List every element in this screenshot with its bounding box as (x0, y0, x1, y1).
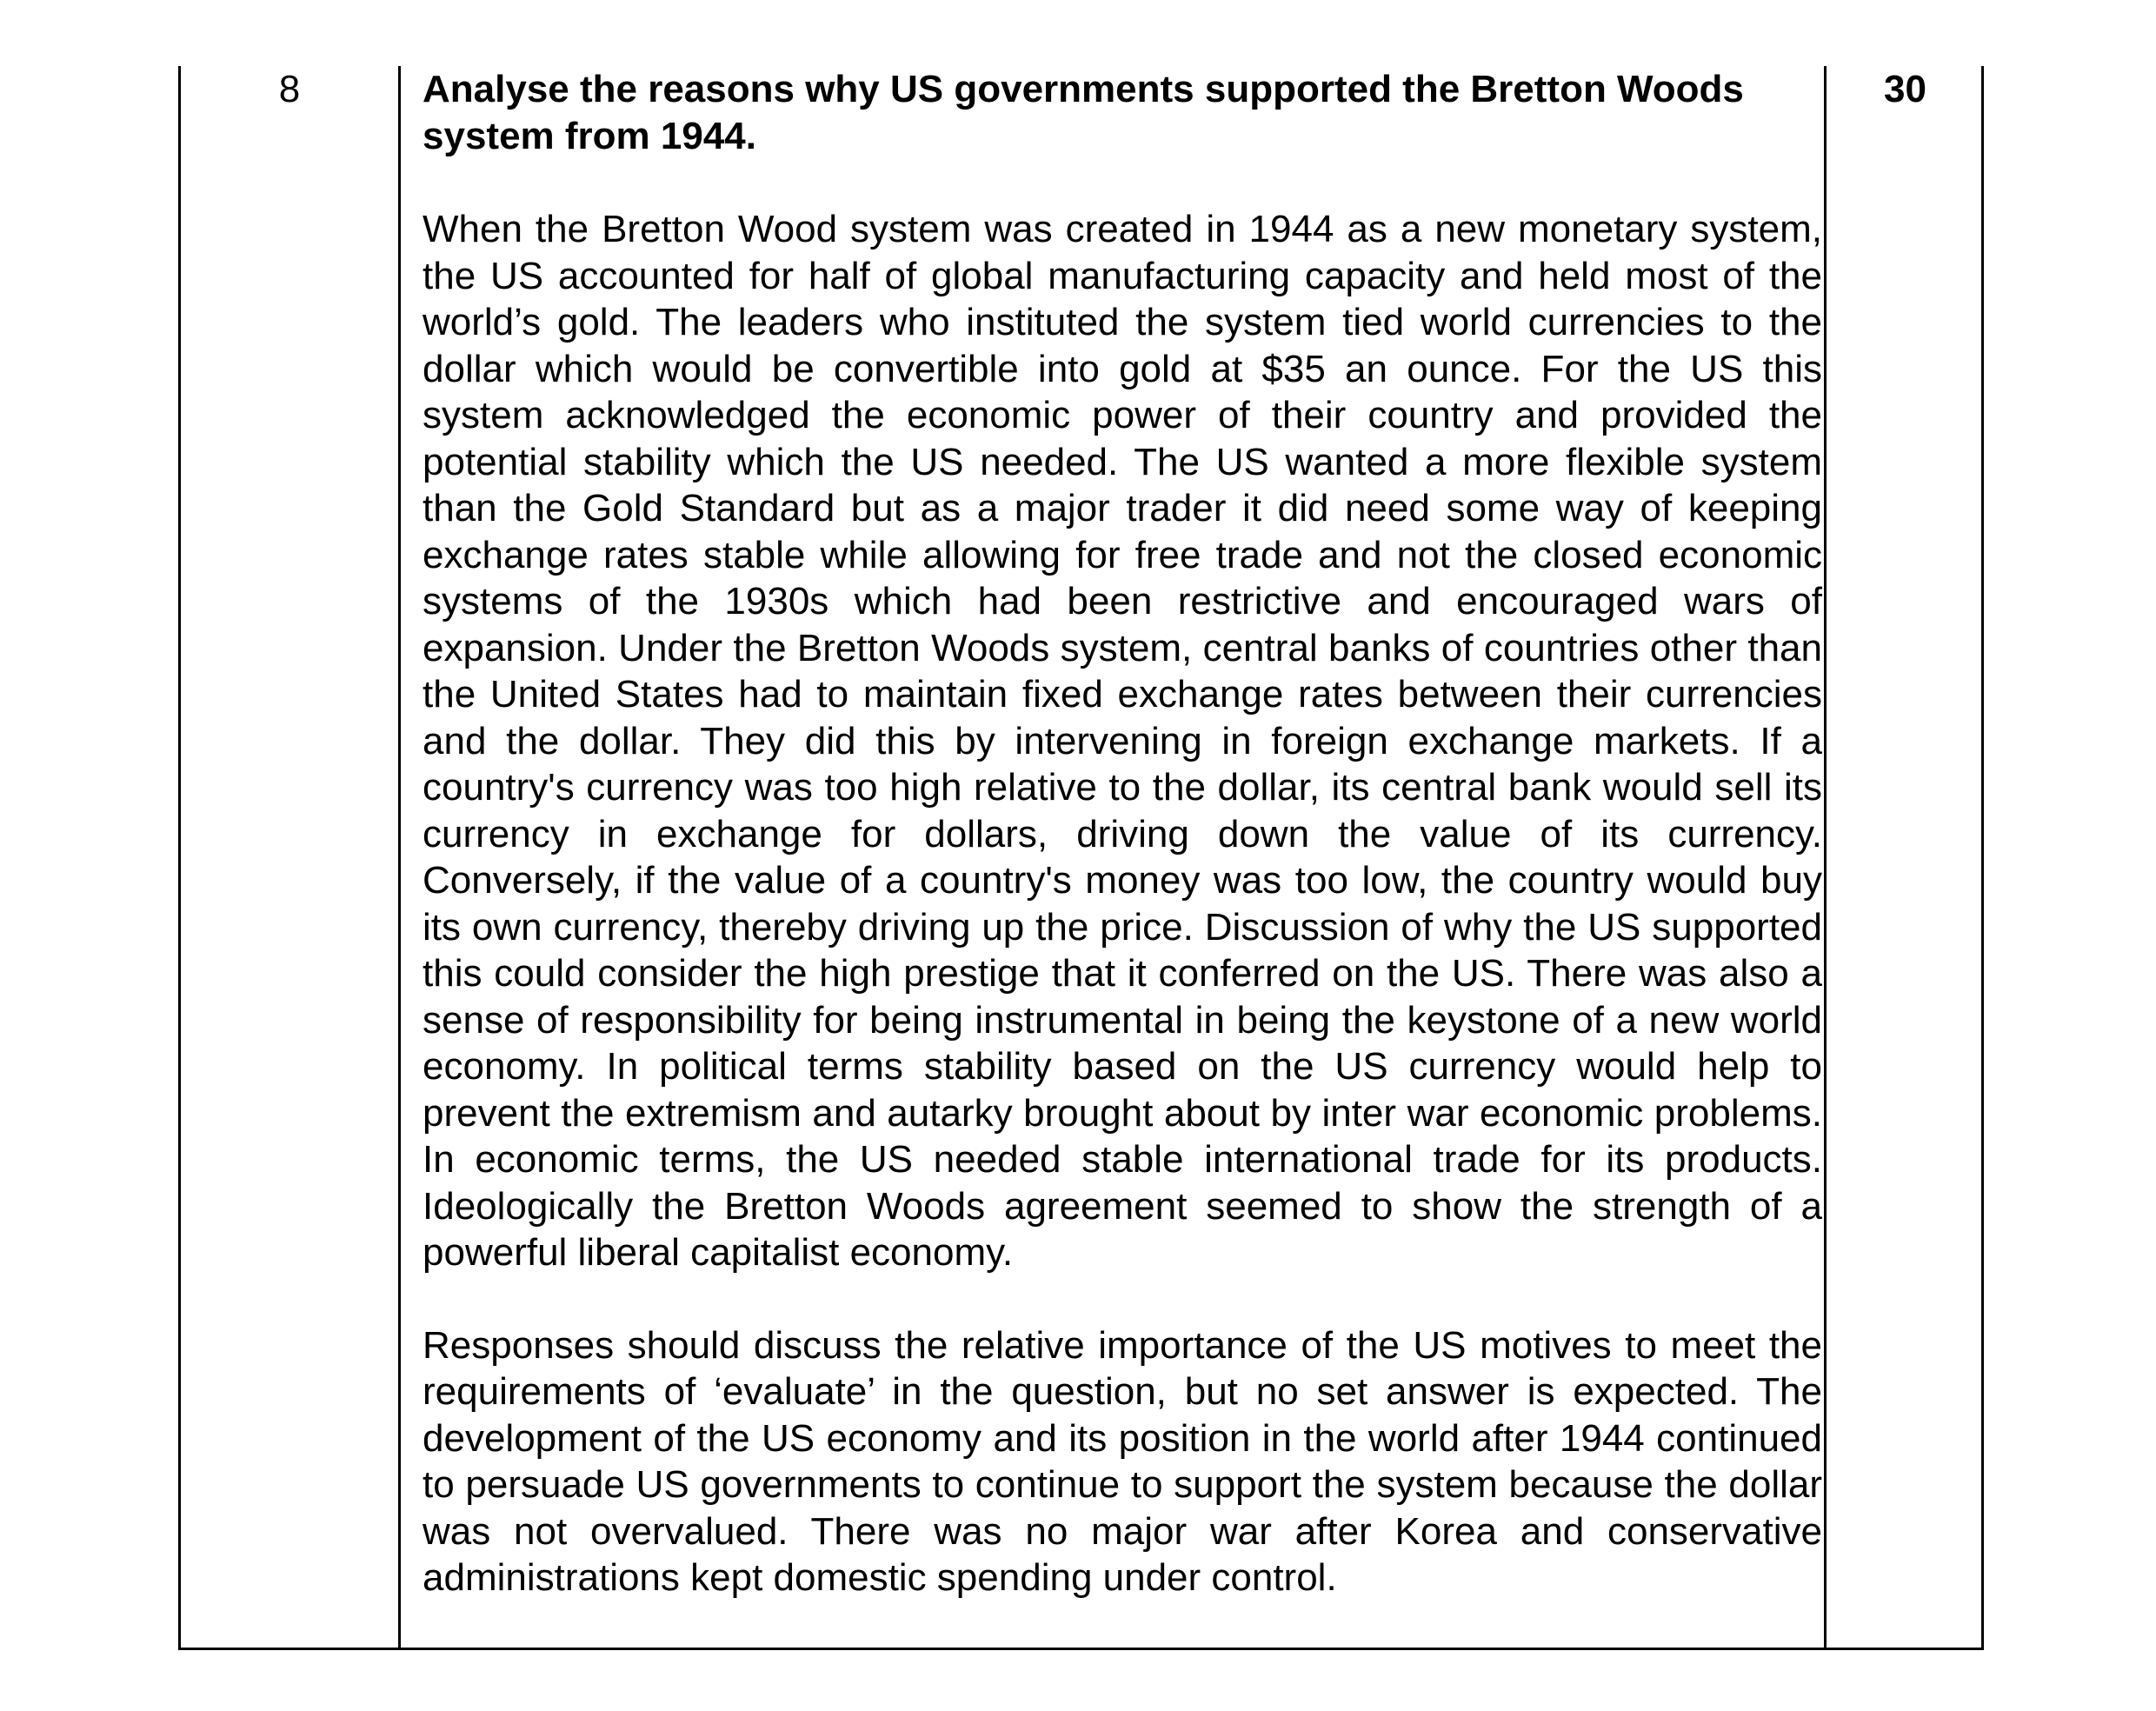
guidance-paragraph-1: When the Bretton Wood system was created in 1944 as a new monetary system, the US accounted for half of global manufacturing capacity and held most of the world’s gold. The leaders who instituted the system tied world currencies to the dollar which would be convertible into gold at $35 an ounce. For the US this system acknowledged the economic power of their country and provided the potential stability which the US needed. The US wanted a more flexible system than the Gold Standard but as a major trader it did need some way of keeping exchange rates stable while allowing for free trade and not the closed economic systems of the 1930s which had been restrictive and encouraged wars of expansion. Under the Bretton Woods system, central banks of countries other than the United States had to maintain fixed exchange rates between their currencies and the dollar. They did this by intervening in foreign exchange markets. If a country's currency was too high relative to the dollar, its central bank would sell its currency in exchange for dollars, driving down the value of its currency. Conversely, if the value of a country's money was too low, the country would buy its own currency, thereby driving up the price. Discussion of why the US supported this could consider the high prestige that it conferred on the US. There was also a sense of responsibility for being instrumental in being the keystone of a new world economy. In political terms stability based on the US currency would help to prevent the extremism and autarky brought about by inter war economic problems. In economic terms, the US needed stable international trade for its products. Ideologically the Bretton Woods agreement seemed to show the strength of a powerful liberal capitalist economy. (423, 208, 1822, 1274)
column-divider-left (398, 66, 401, 1648)
question-text: Analyse the reasons why US governments supported the Bretton Woods system from 1944. (423, 68, 1744, 157)
column-divider-right (1824, 66, 1827, 1648)
guidance-paragraph-2: Responses should discuss the relative importance of the US motives to meet the requirements of ‘evaluate’ in the question, but no set answer is expected. The development of the US economy and its position in the world after 1944 continued to persuade US governments to continue to support the system because the dollar was not overvalued. There was no major war after Korea and conservative administrations kept domestic spending under control. (423, 1323, 1822, 1599)
answer-cell (423, 66, 1822, 1601)
mark-scheme-table (178, 66, 1984, 1650)
question-number: 8 (278, 68, 301, 110)
question-marks: 30 (1884, 68, 1926, 110)
